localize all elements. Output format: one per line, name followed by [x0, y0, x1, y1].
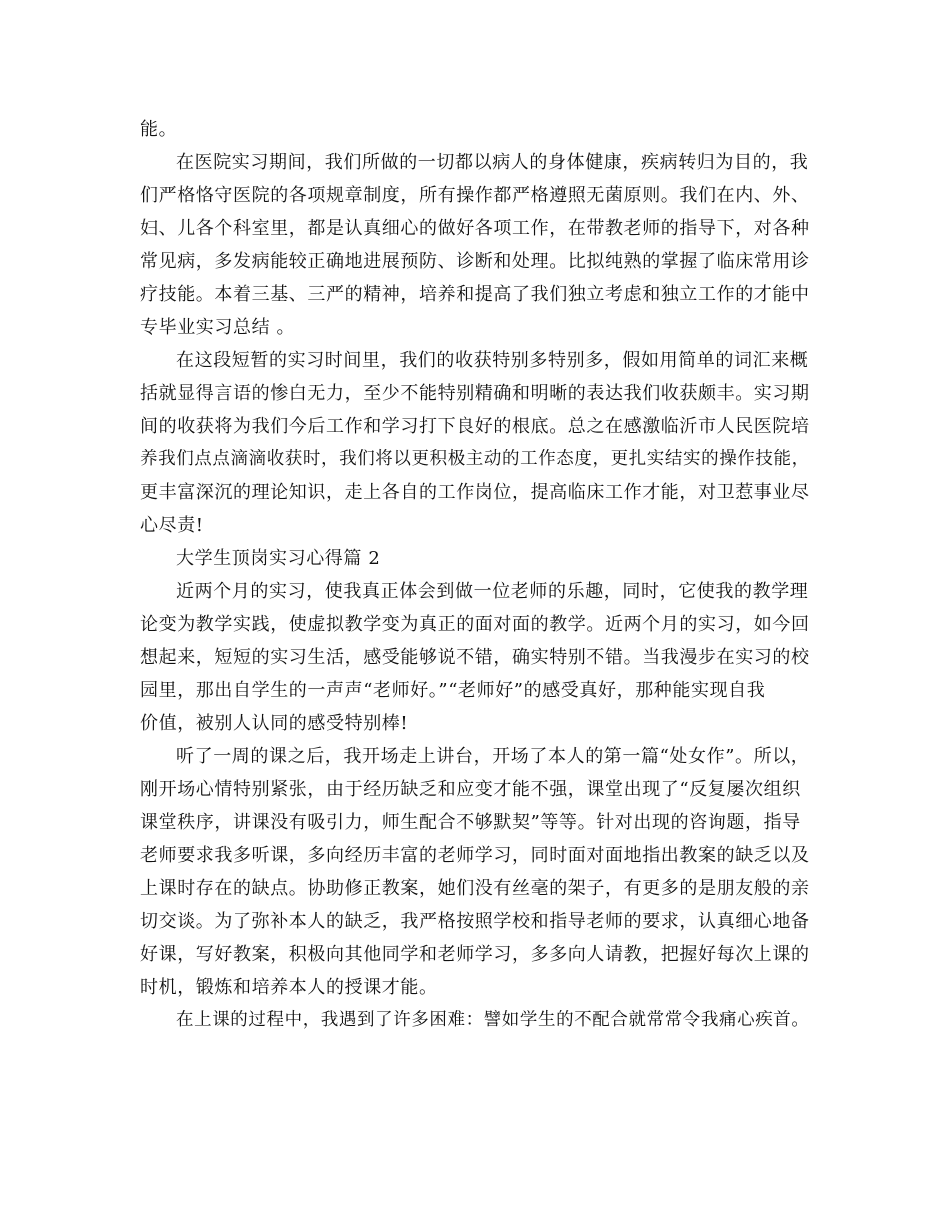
text-line: 在医院实习期间，我们所做的一切都以病人的身体健康，疾病转归为目的，我	[176, 152, 809, 173]
text-line: 在上课的过程中，我遇到了许多困难：譬如学生的不配合就常常令我痛心疾首。	[176, 1010, 810, 1030]
text-line: 园里，那出自学生的一声声“老师好。”“老师好”的感受真好，那种能实现自我	[140, 680, 766, 701]
text-line: 间的收获将为我们今后工作和学习打下良好的根底。总之在感激临沂市人民医院培	[140, 416, 810, 437]
text-line: 妇、儿各个科室里，都是认真细心的做好各项工作，在带教老师的指导下，对各种	[140, 218, 810, 239]
text-line: 专毕业实习总结 。	[140, 317, 296, 338]
text-line: 近两个月的实习，使我真正体会到做一位老师的乐趣，同时，它使我的教学理	[176, 581, 809, 602]
text-line: 刚开场心情特别紧张，由于经历缺乏和应变才能不强，课堂出现了“反复屡次组织	[140, 779, 801, 800]
text-line: 们严格恪守医院的各项规章制度，所有操作都严格遵照无菌原则。我们在内、外、	[140, 185, 810, 206]
text-line: 疗技能。本着三基、三严的精神，培养和提高了我们独立考虑和独立工作的才能中	[140, 284, 810, 305]
text-line: 括就显得言语的惨白无力，至少不能特别精确和明晰的表达我们收获颇丰。实习期	[140, 383, 810, 404]
text-line: 课堂秩序，讲课没有吸引力，师生配合不够默契”等等。针对出现的咨询题，指导	[140, 812, 801, 833]
text-line: 时机，锻炼和培养本人的授课才能。	[140, 977, 438, 998]
text-line: 想起来，短短的实习生活，感受能够说不错，确实特别不错。当我漫步在实习的校	[140, 647, 810, 668]
text-line: 价值，被别人认同的感受特别棒!	[140, 713, 409, 734]
text-line: 养我们点点滴滴收获时，我们将以更积极主动的工作态度，更扎实结实的操作技能，	[140, 449, 810, 469]
text-line: 切交谈。为了弥补本人的缺乏，我严格按照学校和指导老师的要求，认真细心地备	[140, 911, 810, 932]
text-line: 听了一周的课之后，我开场走上讲台，开场了本人的第一篇“处女作”。所以，	[176, 746, 810, 767]
text-line: 常见病，多发病能较正确地进展预防、诊断和处理。比拟纯熟的掌握了临床常用诊	[140, 251, 810, 272]
section-heading: 大学生顶岗实习心得篇 2	[176, 548, 381, 569]
document-body	[140, 113, 824, 1037]
text-line: 论变为教学实践，使虚拟教学变为真正的面对面的教学。近两个月的实习，如今回	[140, 614, 810, 635]
text-line: 上课时存在的缺点。协助修正教案，她们没有丝毫的架子，有更多的是朋友般的亲	[140, 878, 810, 899]
text-line: 在这段短暂的实习时间里，我们的收获特别多特别多，假如用简单的词汇来概	[176, 350, 809, 371]
text-line: 更丰富深沉的理论知识，走上各自的工作岗位，提高临床工作才能，对卫惹事业尽	[140, 482, 810, 503]
text-line: 好课，写好教案，积极向其他同学和老师学习，多多向人请教，把握好每次上课的	[140, 944, 810, 965]
text-line: 心尽责!	[140, 515, 204, 536]
text-line: 老师要求我多听课，多向经历丰富的老师学习，同时面对面地指出教案的缺乏以及	[140, 845, 810, 866]
text-line: 能。	[140, 119, 178, 140]
